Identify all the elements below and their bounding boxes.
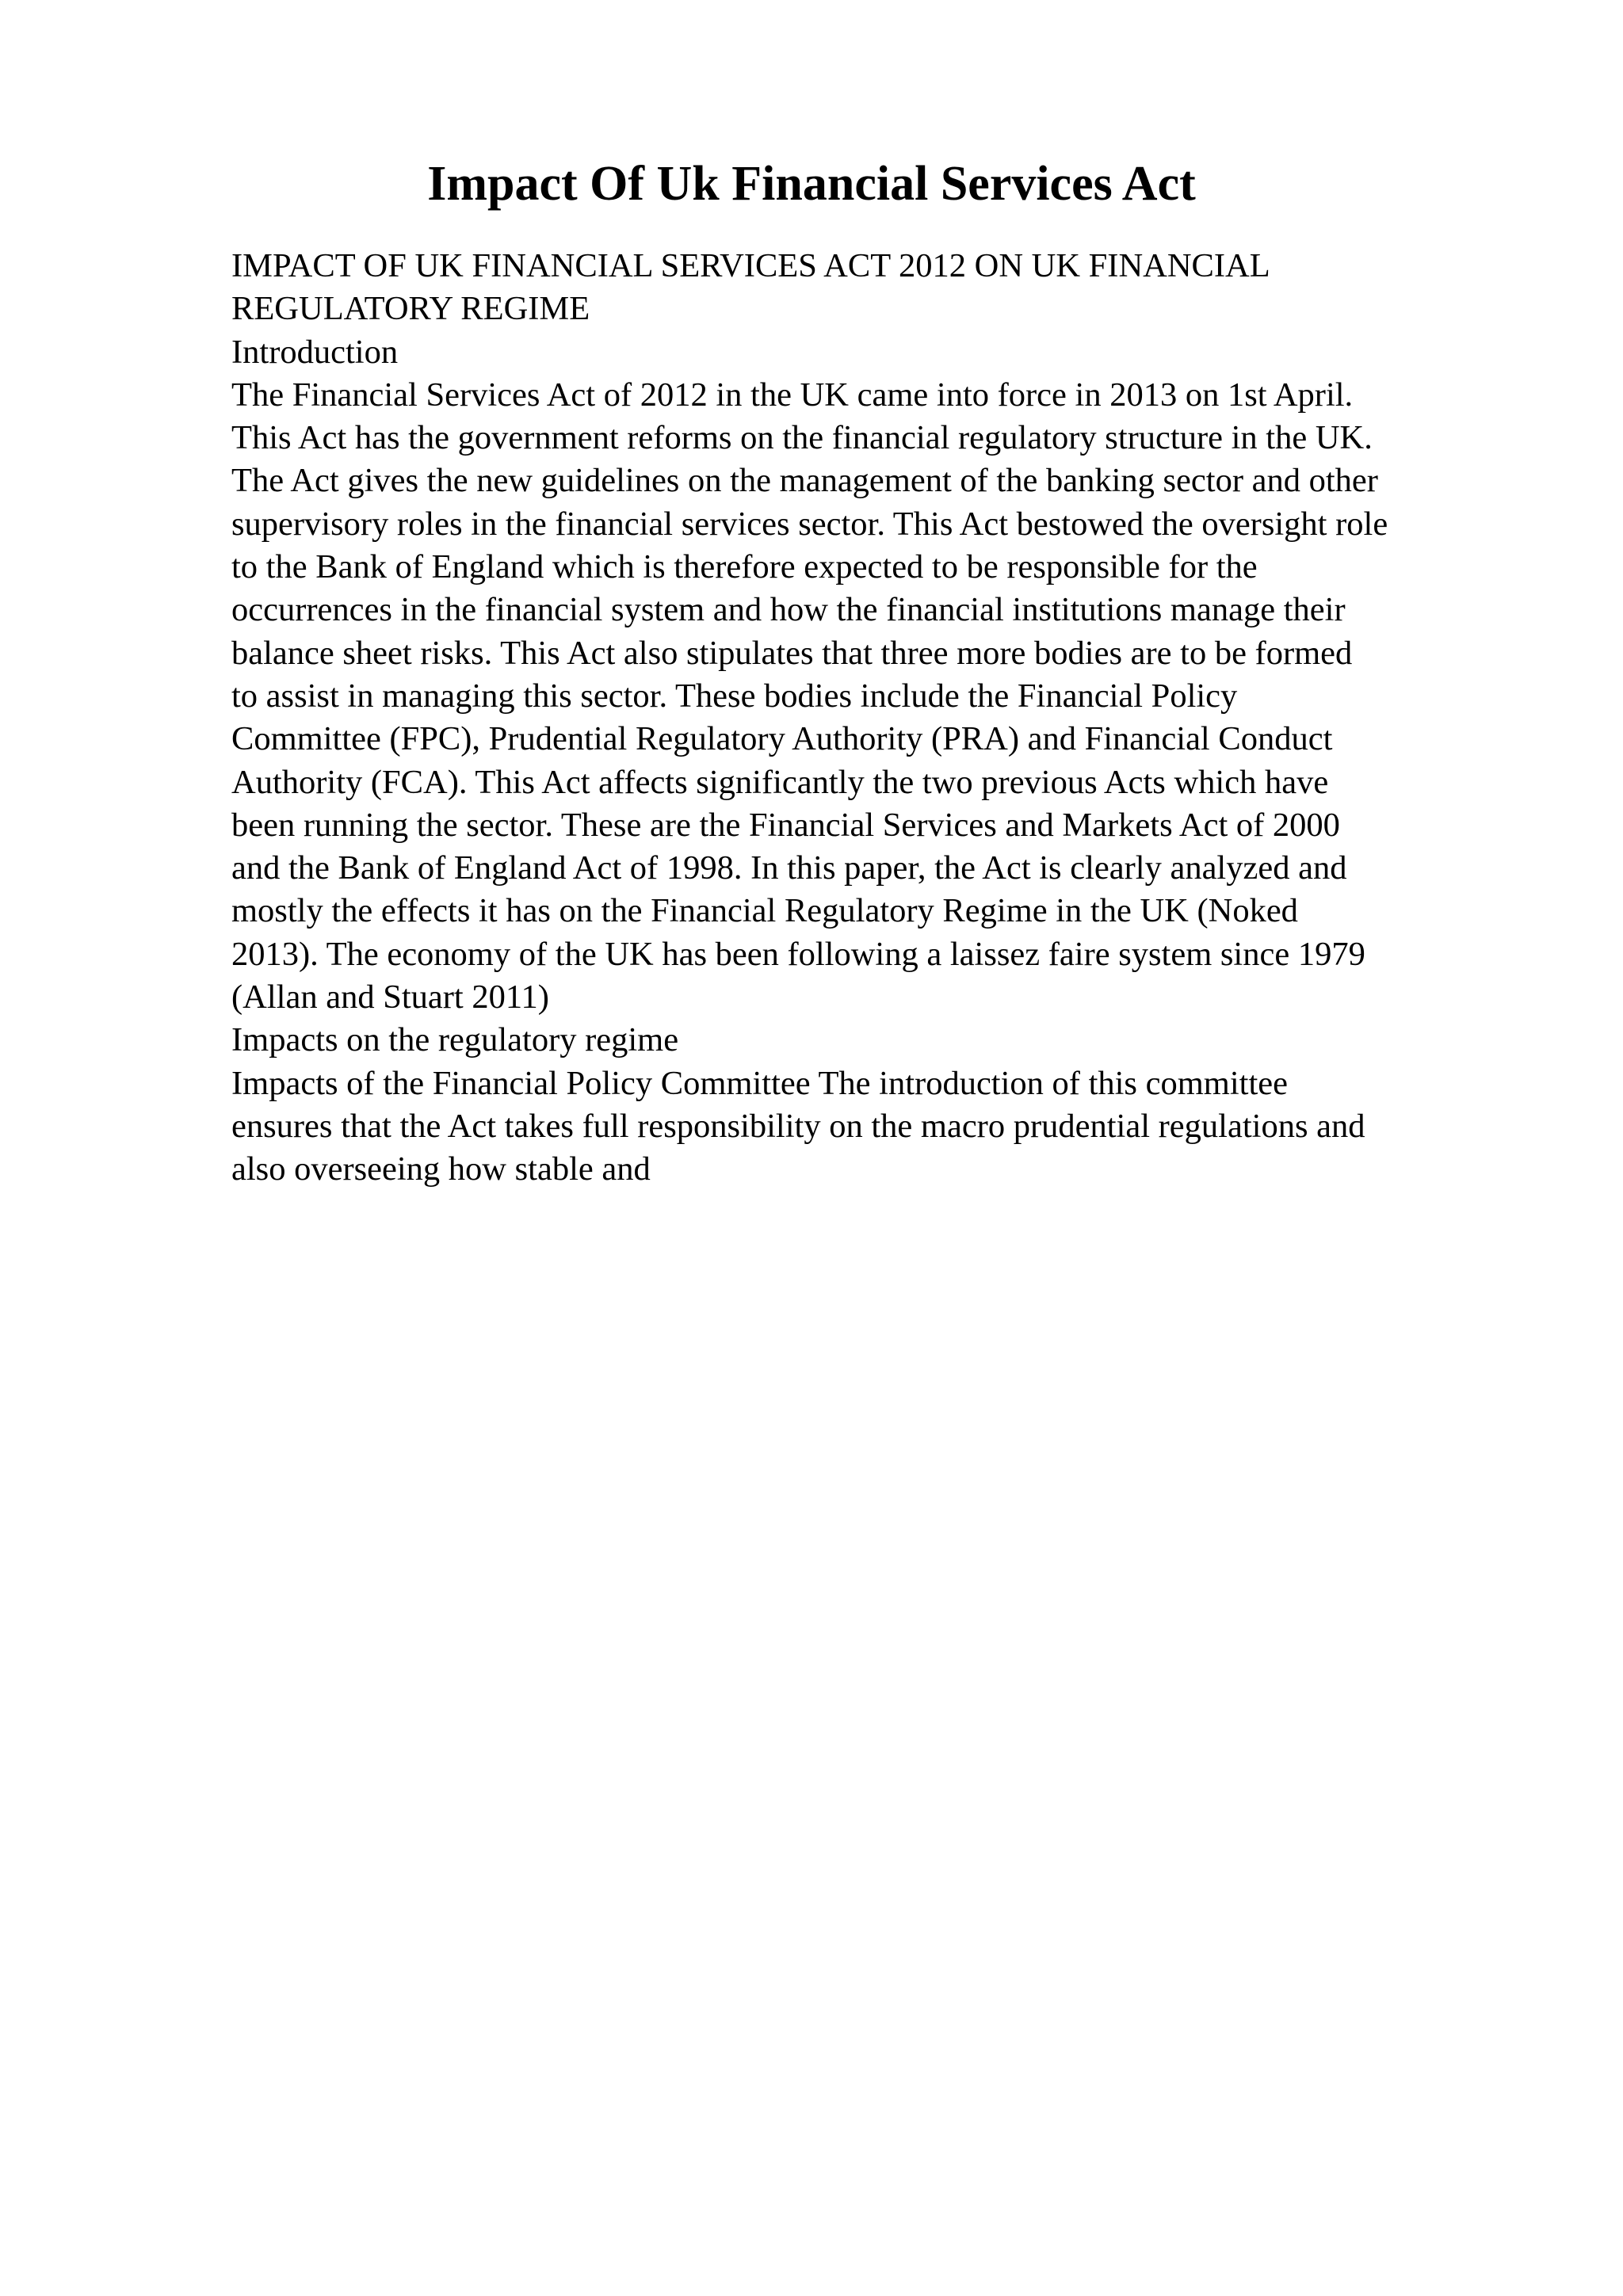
paragraph-line: The Financial Services Act of 2012 in the UK came into force in 2013 on 1st April. <box>231 376 1354 414</box>
paragraph-line: to the Bank of England which is therefore expected to be responsible for the <box>231 548 1258 586</box>
paragraph-line: occurrences in the financial system and how the financial institutions manage their <box>231 591 1346 629</box>
paragraph-line: 2013). The economy of the UK has been following a laissez faire system since 1979 <box>231 935 1365 973</box>
paragraph-line: Impacts of the Financial Policy Committee The introduction of this committee <box>231 1064 1288 1102</box>
subtitle-line: REGULATORY REGIME <box>231 290 590 328</box>
paragraph-line: balance sheet risks. This Act also stipulates that three more bodies are to be formed <box>231 634 1353 672</box>
paragraph-line: The Act gives the new guidelines on the management of the banking sector and other <box>231 462 1378 500</box>
document-title: Impact Of Uk Financial Services Act <box>427 157 1196 211</box>
paragraph-line: Authority (FCA). This Act affects significantly the two previous Acts which have <box>231 763 1329 801</box>
paragraph-line: and the Bank of England Act of 1998. In this paper, the Act is clearly analyzed and <box>231 849 1347 887</box>
paragraph-line: Committee (FPC), Prudential Regulatory Authority (PRA) and Financial Conduct <box>231 720 1333 758</box>
paragraph-line: (Allan and Stuart 2011) <box>231 978 549 1016</box>
subtitle-line: IMPACT OF UK FINANCIAL SERVICES ACT 2012 ON UK FINANCIAL <box>231 247 1270 284</box>
paragraph-line: to assist in managing this sector. These bodies include the Financial Policy <box>231 677 1238 715</box>
paragraph-line: This Act has the government reforms on the financial regulatory structure in the UK. <box>231 419 1373 457</box>
paragraph-line: supervisory roles in the financial services sector. This Act bestowed the oversight role <box>231 505 1388 543</box>
paragraph-line: mostly the effects it has on the Financial Regulatory Regime in the UK (Noked <box>231 892 1298 930</box>
paragraph-line: been running the sector. These are the Financial Services and Markets Act of 2000 <box>231 806 1340 844</box>
section-heading: Impacts on the regulatory regime <box>231 1021 679 1059</box>
paragraph-line: also overseeing how stable and <box>231 1150 651 1188</box>
document-body <box>231 245 1515 1192</box>
section-heading: Introduction <box>231 333 399 371</box>
paragraph-line: ensures that the Act takes full responsibility on the macro prudential regulations and <box>231 1107 1365 1145</box>
